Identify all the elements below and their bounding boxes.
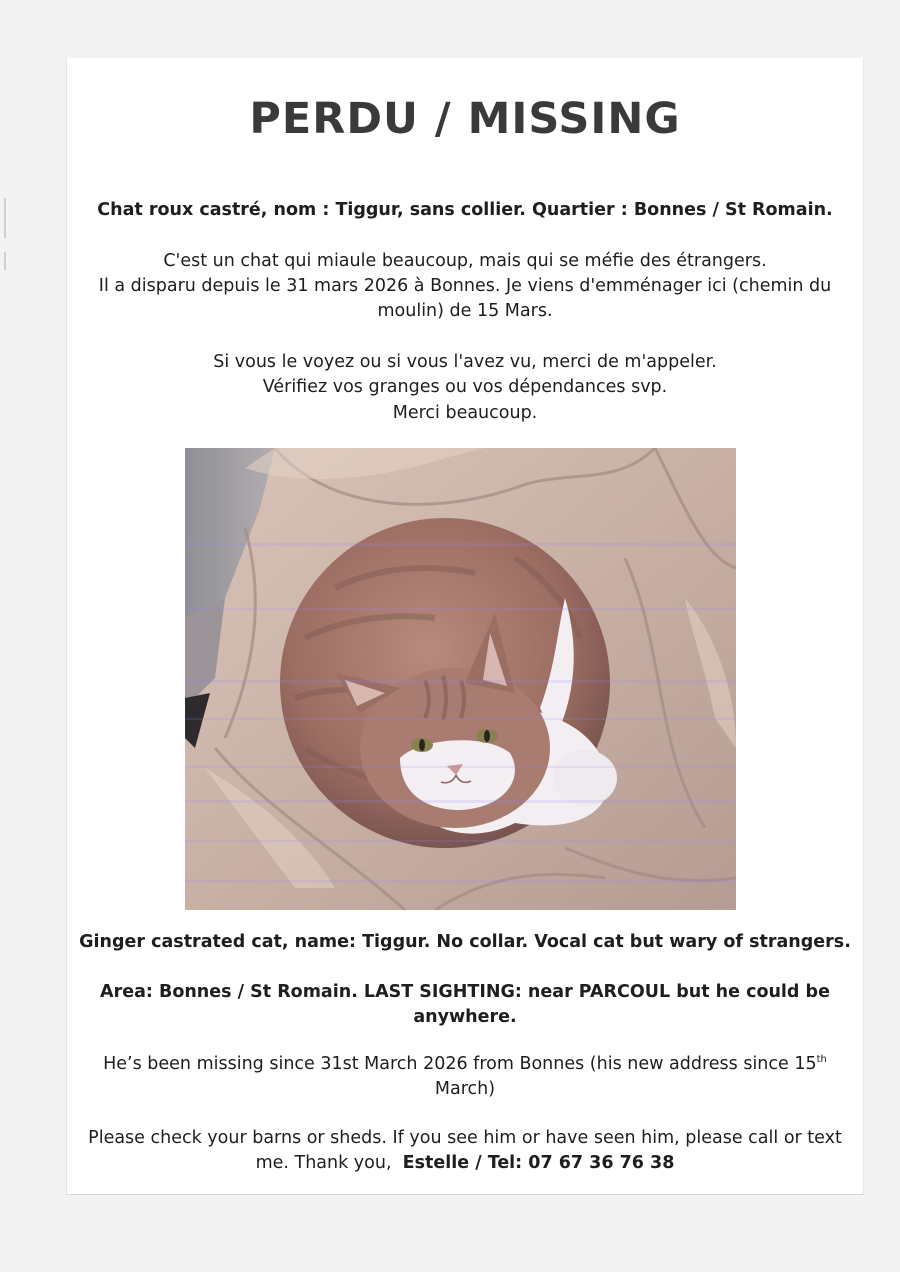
french-request-line-1: Si vous le voyez ou si vous l'avez vu, merci de m'appeler. bbox=[213, 352, 717, 372]
english-area-line-2: anywhere. bbox=[413, 1007, 517, 1027]
english-check-line-2 bbox=[67, 1151, 863, 1176]
ordinal-suffix: th bbox=[816, 1054, 827, 1066]
english-missing-text: He’s been missing since 31st March 2026 from Bonnes (his new address since 15 bbox=[103, 1054, 817, 1074]
thank-you-text: me. Thank you, bbox=[255, 1153, 392, 1173]
contact-info: Estelle / Tel: 07 67 36 76 38 bbox=[402, 1153, 675, 1173]
english-check-line-1: Please check your barns or sheds. If you see him or have seen him, please call or text bbox=[88, 1128, 842, 1148]
french-description-line-1: C'est un chat qui miaule beaucoup, mais qui se méfie des étrangers. bbox=[163, 251, 767, 271]
scan-mark bbox=[4, 252, 6, 270]
french-request-line-2: Vérifiez vos granges ou vos dépendances svp. bbox=[262, 377, 668, 397]
english-missing-line-2: March) bbox=[434, 1079, 496, 1099]
french-description-line-2: Il a disparu depuis le 31 mars 2026 à Bonnes. Je viens d'emménager ici (chemin du bbox=[98, 276, 832, 296]
french-thanks: Merci beaucoup. bbox=[392, 403, 538, 423]
poster-title: PERDU / MISSING bbox=[249, 94, 681, 144]
cat-photo-illustration bbox=[185, 448, 736, 910]
english-area-line-1: Area: Bonnes / St Romain. LAST SIGHTING: near PARCOUL but he could be bbox=[100, 982, 830, 1002]
cat-photo bbox=[185, 448, 736, 910]
french-summary: Chat roux castré, nom : Tiggur, sans collier. Quartier : Bonnes / St Romain. bbox=[97, 200, 833, 220]
french-description-line-3: moulin) de 15 Mars. bbox=[377, 301, 553, 321]
scan-mark bbox=[4, 198, 6, 238]
english-missing-line-1 bbox=[67, 1052, 863, 1077]
english-summary: Ginger castrated cat, name: Tiggur. No collar. Vocal cat but wary of strangers. bbox=[79, 932, 851, 952]
missing-cat-poster bbox=[66, 58, 864, 1195]
